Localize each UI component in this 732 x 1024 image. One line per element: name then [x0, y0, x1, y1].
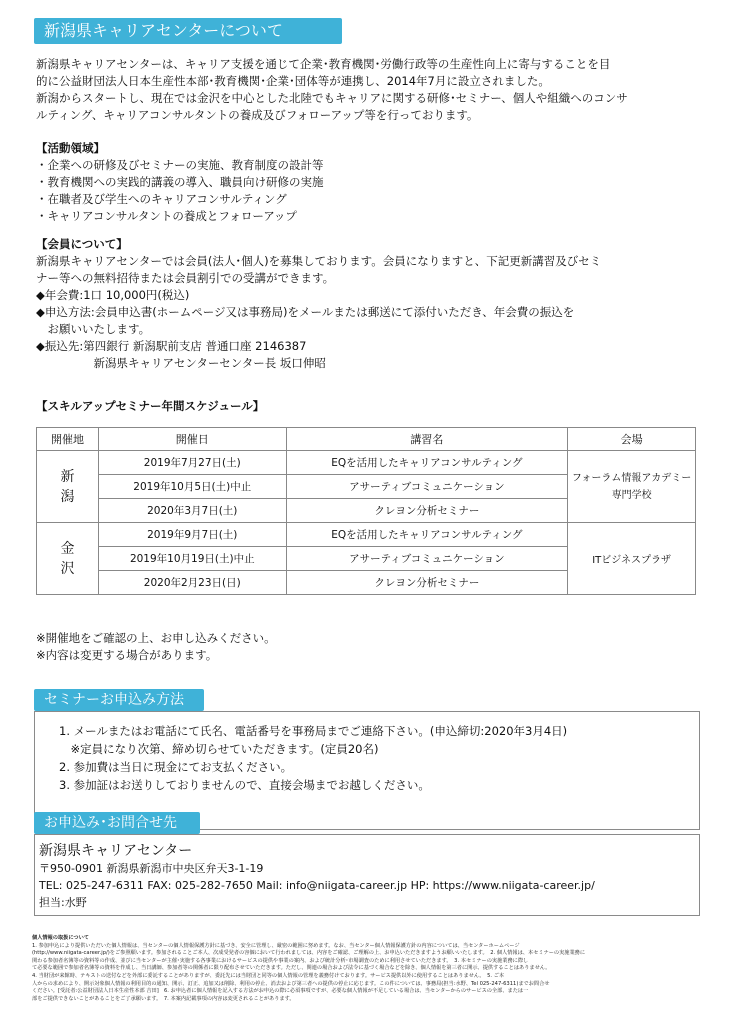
apply-header-text: セミナーお申込み方法 [44, 692, 184, 708]
membership-line: ◆振込先:第四銀行 新潟駅前支店 普通口座 2146387 [36, 339, 307, 353]
date-cell: 2020年3月7日(土) [98, 499, 286, 523]
date-cell: 2019年9月7日(土) [98, 523, 286, 547]
column-header: 会場 [568, 428, 696, 451]
intro-line: ルティング、キャリアコンサルタントの養成及びフォローアップ等を行っております。 [36, 108, 479, 122]
date-cell: 2019年7月27日(土) [98, 451, 286, 475]
schedule-title: 【スキルアップセミナー年間スケジュール】 [36, 399, 265, 413]
intro-line: 的に公益財団法人日本生産性本部･教育機関･企業･団体等が連携し、2014年7月に設立されました。 [36, 74, 550, 88]
course-cell: アサーティブコミュニケーション [286, 547, 568, 571]
contact-address: 〒950-0901 新潟県新潟市中央区弁天3-1-19 [39, 862, 264, 875]
membership-title: 【会員について】 [36, 237, 128, 251]
schedule-table [36, 427, 696, 595]
privacy-notice [32, 935, 702, 1003]
place-cell [37, 451, 99, 523]
place-cell [37, 523, 99, 595]
privacy-line: ください。[受託者:公益財団法人日本生産性本部 吉田] 6. お申込者に個人情報を記入する方法がお申込の際に必須事項ですが、必要な個人情報が不足している場合は、当センターからのサービスの全部、または一 [32, 988, 529, 995]
privacy-line: て必要な範囲で参加者名簿等の資料を作成し、当日講師、参加者等の関係者に限り配布させていただきます。ただし、関連の場合および法令に基づく場合などを除き、個人情報を第三者に開示、提供することはありません。 [32, 965, 551, 972]
course-cell: EQを活用したキャリアコンサルティング [286, 523, 568, 547]
apply-line: 2. 参加費は当日に現金にてお支払ください。 [59, 760, 293, 774]
about-header-text: 新潟県キャリアセンターについて [44, 21, 283, 40]
contact-person: 担当:水野 [39, 896, 87, 909]
activities-section [36, 140, 696, 225]
contact-org: 新潟県キャリアセンター [39, 843, 193, 859]
course-cell: クレヨン分析セミナー [286, 499, 568, 523]
privacy-line: 1. 参加申込により提供いただいた個人情報は、当センターの個人情報保護方針に基づき、安全に管理し、厳密の範囲に努めます。なお、当センター個人情報保護方針の内容については、当センターホームページ [32, 942, 520, 949]
column-header: 講習名 [286, 428, 568, 451]
membership-section [36, 236, 696, 372]
about-intro [36, 56, 696, 124]
membership-line: ナー等への無料招待または会員割引での受講ができます。 [36, 271, 335, 285]
apply-line: 3. 参加証はお送りしておりませんので、直接会場までお越しください。 [59, 778, 430, 792]
column-header: 開催地 [37, 428, 99, 451]
contact-tel-mail-hp: TEL: 025-247-6311 FAX: 025-282-7650 Mail: info@niigata-career.jp HP: https://www.niigata-career.jp/ [39, 879, 595, 892]
activity-item: ・キャリアコンサルタントの養成とフォローアップ [36, 209, 297, 223]
intro-line: 新潟からスタートし、現在では金沢を中心とした北陸でもキャリアに関する研修･セミナー、個人や組織へのコンサ [36, 91, 628, 105]
table-row [37, 451, 696, 475]
apply-section-header [34, 689, 204, 711]
course-cell: EQを活用したキャリアコンサルティング [286, 451, 568, 475]
place-kanazawa: 金沢 [60, 540, 75, 577]
schedule-note: ※開催地をご確認の上、お申し込みください。 [36, 631, 276, 645]
column-header: 開催日 [98, 428, 286, 451]
venue-cell [568, 523, 696, 595]
membership-line: お願いいたします。 [36, 322, 151, 336]
schedule-title-wrap [36, 398, 696, 415]
membership-line: 新潟県キャリアセンターセンター長 坂口伸昭 [36, 356, 326, 370]
membership-line: 新潟県キャリアセンターでは会員(法人･個人)を募集しております。会員になりますと、下記更新講習及びセミ [36, 254, 602, 268]
intro-line: 新潟県キャリアセンターは、キャリア支援を通じて企業･教育機関･労働行政等の生産性向上に寄与することを目 [36, 57, 611, 71]
activity-item: ・在職者及び学生へのキャリアコンサルティング [36, 192, 287, 206]
privacy-line: 関わる参加者名簿等の資料等の作成、並びに当センターが主催･実施する各事業におけるサービスの提供や事業の案内、および統計分析･市場調査のために利用させていただきます。 3. 本セミナーの実施業務に際し [32, 957, 529, 964]
membership-line: ◆申込方法:会員申込書(ホームページ又は事務局)をメールまたは郵送にて添付いただき、年会費の振込を [36, 305, 575, 319]
apply-line: 1. メールまたはお電話にて氏名、電話番号を事務局までご連絡下さい。(申込締切:2020年3月4日) [59, 724, 568, 738]
date-cell: 2019年10月19日(土)中止 [98, 547, 286, 571]
schedule-header-row [37, 428, 696, 451]
privacy-line: (http://www.niigata-career.jp/)をご参照願います。参加されることご本人、次成受発者の容個において行われましては、内容をご確認、ご理解の上、お申込いただきますようお願いいたします。 2. 個人情報は、本セミナーの実施業務に [32, 950, 586, 957]
privacy-line: 部をご提供できないことがあることをご了承願います。 7. 本案内記載事項の内容は変更されることがあります。 [32, 995, 295, 1002]
schedule-note: ※内容は変更する場合があります。 [36, 648, 218, 662]
venue-line: 専門学校 [611, 489, 652, 501]
membership-line: ◆年会費:1口 10,000円(税込) [36, 288, 190, 302]
course-cell: クレヨン分析セミナー [286, 571, 568, 595]
contact-box [34, 834, 700, 916]
venue-cell [568, 451, 696, 523]
activity-item: ・教育機関への実践的講義の導入、職員向け研修の実施 [36, 175, 324, 189]
place-niigata: 新潟 [60, 468, 75, 505]
apply-line: ※定員になり次第、締め切らせていただきます。(定員20名) [59, 742, 379, 756]
contact-header-text: お申込み･お問合せ先 [44, 815, 177, 831]
table-row [37, 523, 696, 547]
privacy-title: 個人情報の取扱について [32, 935, 89, 941]
about-section-header [34, 18, 342, 44]
activity-item: ・企業への研修及びセミナーの実施、教育制度の設計等 [36, 158, 324, 172]
privacy-line: 人からの求めにより、開示対象個人情報の利用目的の通知、開示、訂正、追加又は削除、利用の停止、消去および第三者への提供の停止に応じます。この件については、事務局(担当:水野、Tel 025-247-6311)までお問合せ [32, 980, 550, 987]
venue-line: フォーラム情報アカデミー [571, 472, 692, 484]
venue-line: ITビジネスプラザ [592, 555, 671, 566]
date-cell: 2020年2月23日(日) [98, 571, 286, 595]
privacy-line: 4. 当財団が来館時、テキストの送付などを外部に委託することがありますが、委託先には当財団と同等の個人情報の管理を義務付けております。サービス提供以外に使用することはありません。 5. ご本 [32, 972, 505, 979]
contact-section-header [34, 812, 200, 834]
schedule-notes [36, 630, 696, 664]
activities-title: 【活動領域】 [36, 141, 105, 155]
date-cell: 2019年10月5日(土)中止 [98, 475, 286, 499]
course-cell: アサーティブコミュニケーション [286, 475, 568, 499]
